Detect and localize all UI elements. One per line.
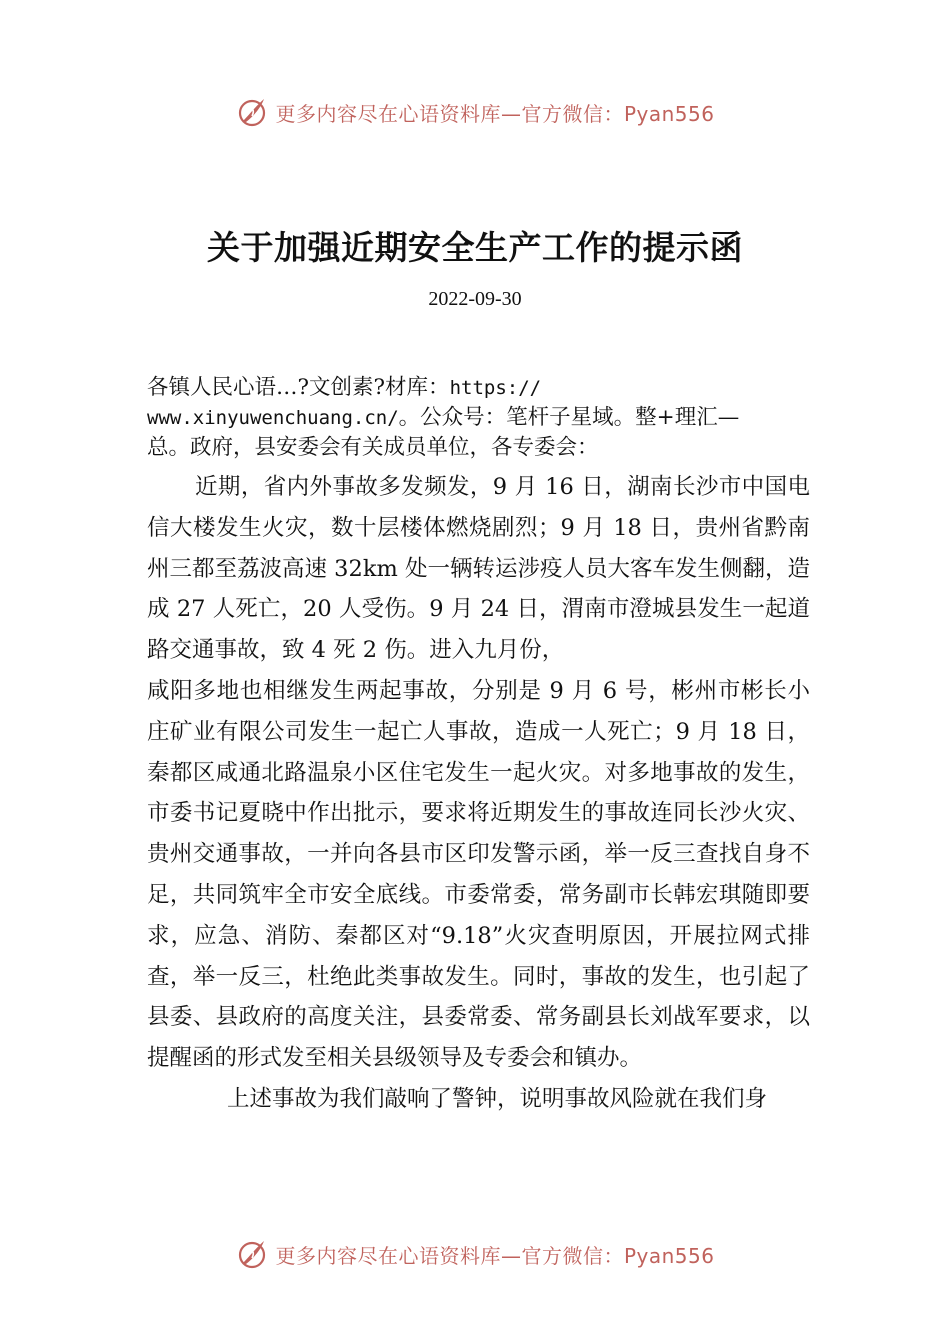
salutation-line-1 bbox=[147, 373, 810, 403]
watermark-text: 更多内容尽在心语资料库—官方微信：Pyan556 bbox=[275, 101, 715, 126]
document-date: 2022-09-30 bbox=[428, 288, 522, 310]
brush-quill-logo-icon bbox=[235, 1237, 269, 1271]
paragraph-2: 咸阳多地也相继发生两起事故，分别是 9 月 6 号，彬州市彬长小庄矿业有限公司发生一起亡人事故，造成一人死亡；9 月 18 日，秦都区咸通北路温泉小区住宅发生一起火灾。对多地事故的发生，市委书记夏晓中作出批示，要求将近期发生的事故连同长沙火灾、贵州交通事故，一并向各县市区印发警示函，举一反三查找自身不足，共同筑牢全市安全底线。市委常委，常务副市长韩宏琪随即要求，应急、消防、秦都区对“9.18”火灾查明原因，开展拉网式排查，举一反三，杜绝此类事故发生。同时，事故的发生，也引起了县委、县政府的高度关注，县委常委、常务副县长刘战军要求，以提醒函的形式发至相关县级领导及专委会和镇办。 bbox=[147, 677, 810, 1072]
document-body bbox=[147, 467, 810, 1120]
brush-quill-logo-icon bbox=[235, 95, 269, 129]
salutation-text-2b: 。公众号：笔杆子星域。整+理汇— bbox=[398, 405, 740, 430]
page-title: 关于加强近期安全生产工作的提示函 bbox=[207, 228, 743, 267]
salutation-url-2a: www.xinyuwenchuang.cn/ bbox=[147, 407, 399, 429]
watermark-text: 更多内容尽在心语资料库—官方微信：Pyan556 bbox=[275, 1243, 715, 1268]
salutation-line-2 bbox=[147, 403, 810, 433]
paragraph-3: 上述事故为我们敲响了警钟，说明事故风险就在我们身 bbox=[227, 1085, 768, 1112]
paragraph-1: 近期，省内外事故多发频发，9 月 16 日，湖南长沙市中国电信大楼发生火灾，数十层楼体燃烧剧烈；9 月 18 日，贵州省黔南州三都至荔波高速 32km 处一辆转运涉疫人员大客车发生侧翻，造成 27 人死亡，20 人受伤。9 月 24 日，渭南市澄城县发生一起道路交通事故，致 4 死 2 伤。进入九月份， bbox=[147, 474, 810, 664]
footer-watermark-banner bbox=[0, 1234, 950, 1274]
header-watermark-banner bbox=[0, 92, 950, 132]
salutation-line-3: 总。政府，县安委会有关成员单位，各专委会： bbox=[147, 435, 599, 460]
salutation-url-1b: https:// bbox=[449, 377, 542, 399]
salutation bbox=[147, 373, 810, 462]
salutation-text-1a: 各镇人民心语…?文创素?材库： bbox=[147, 375, 450, 400]
